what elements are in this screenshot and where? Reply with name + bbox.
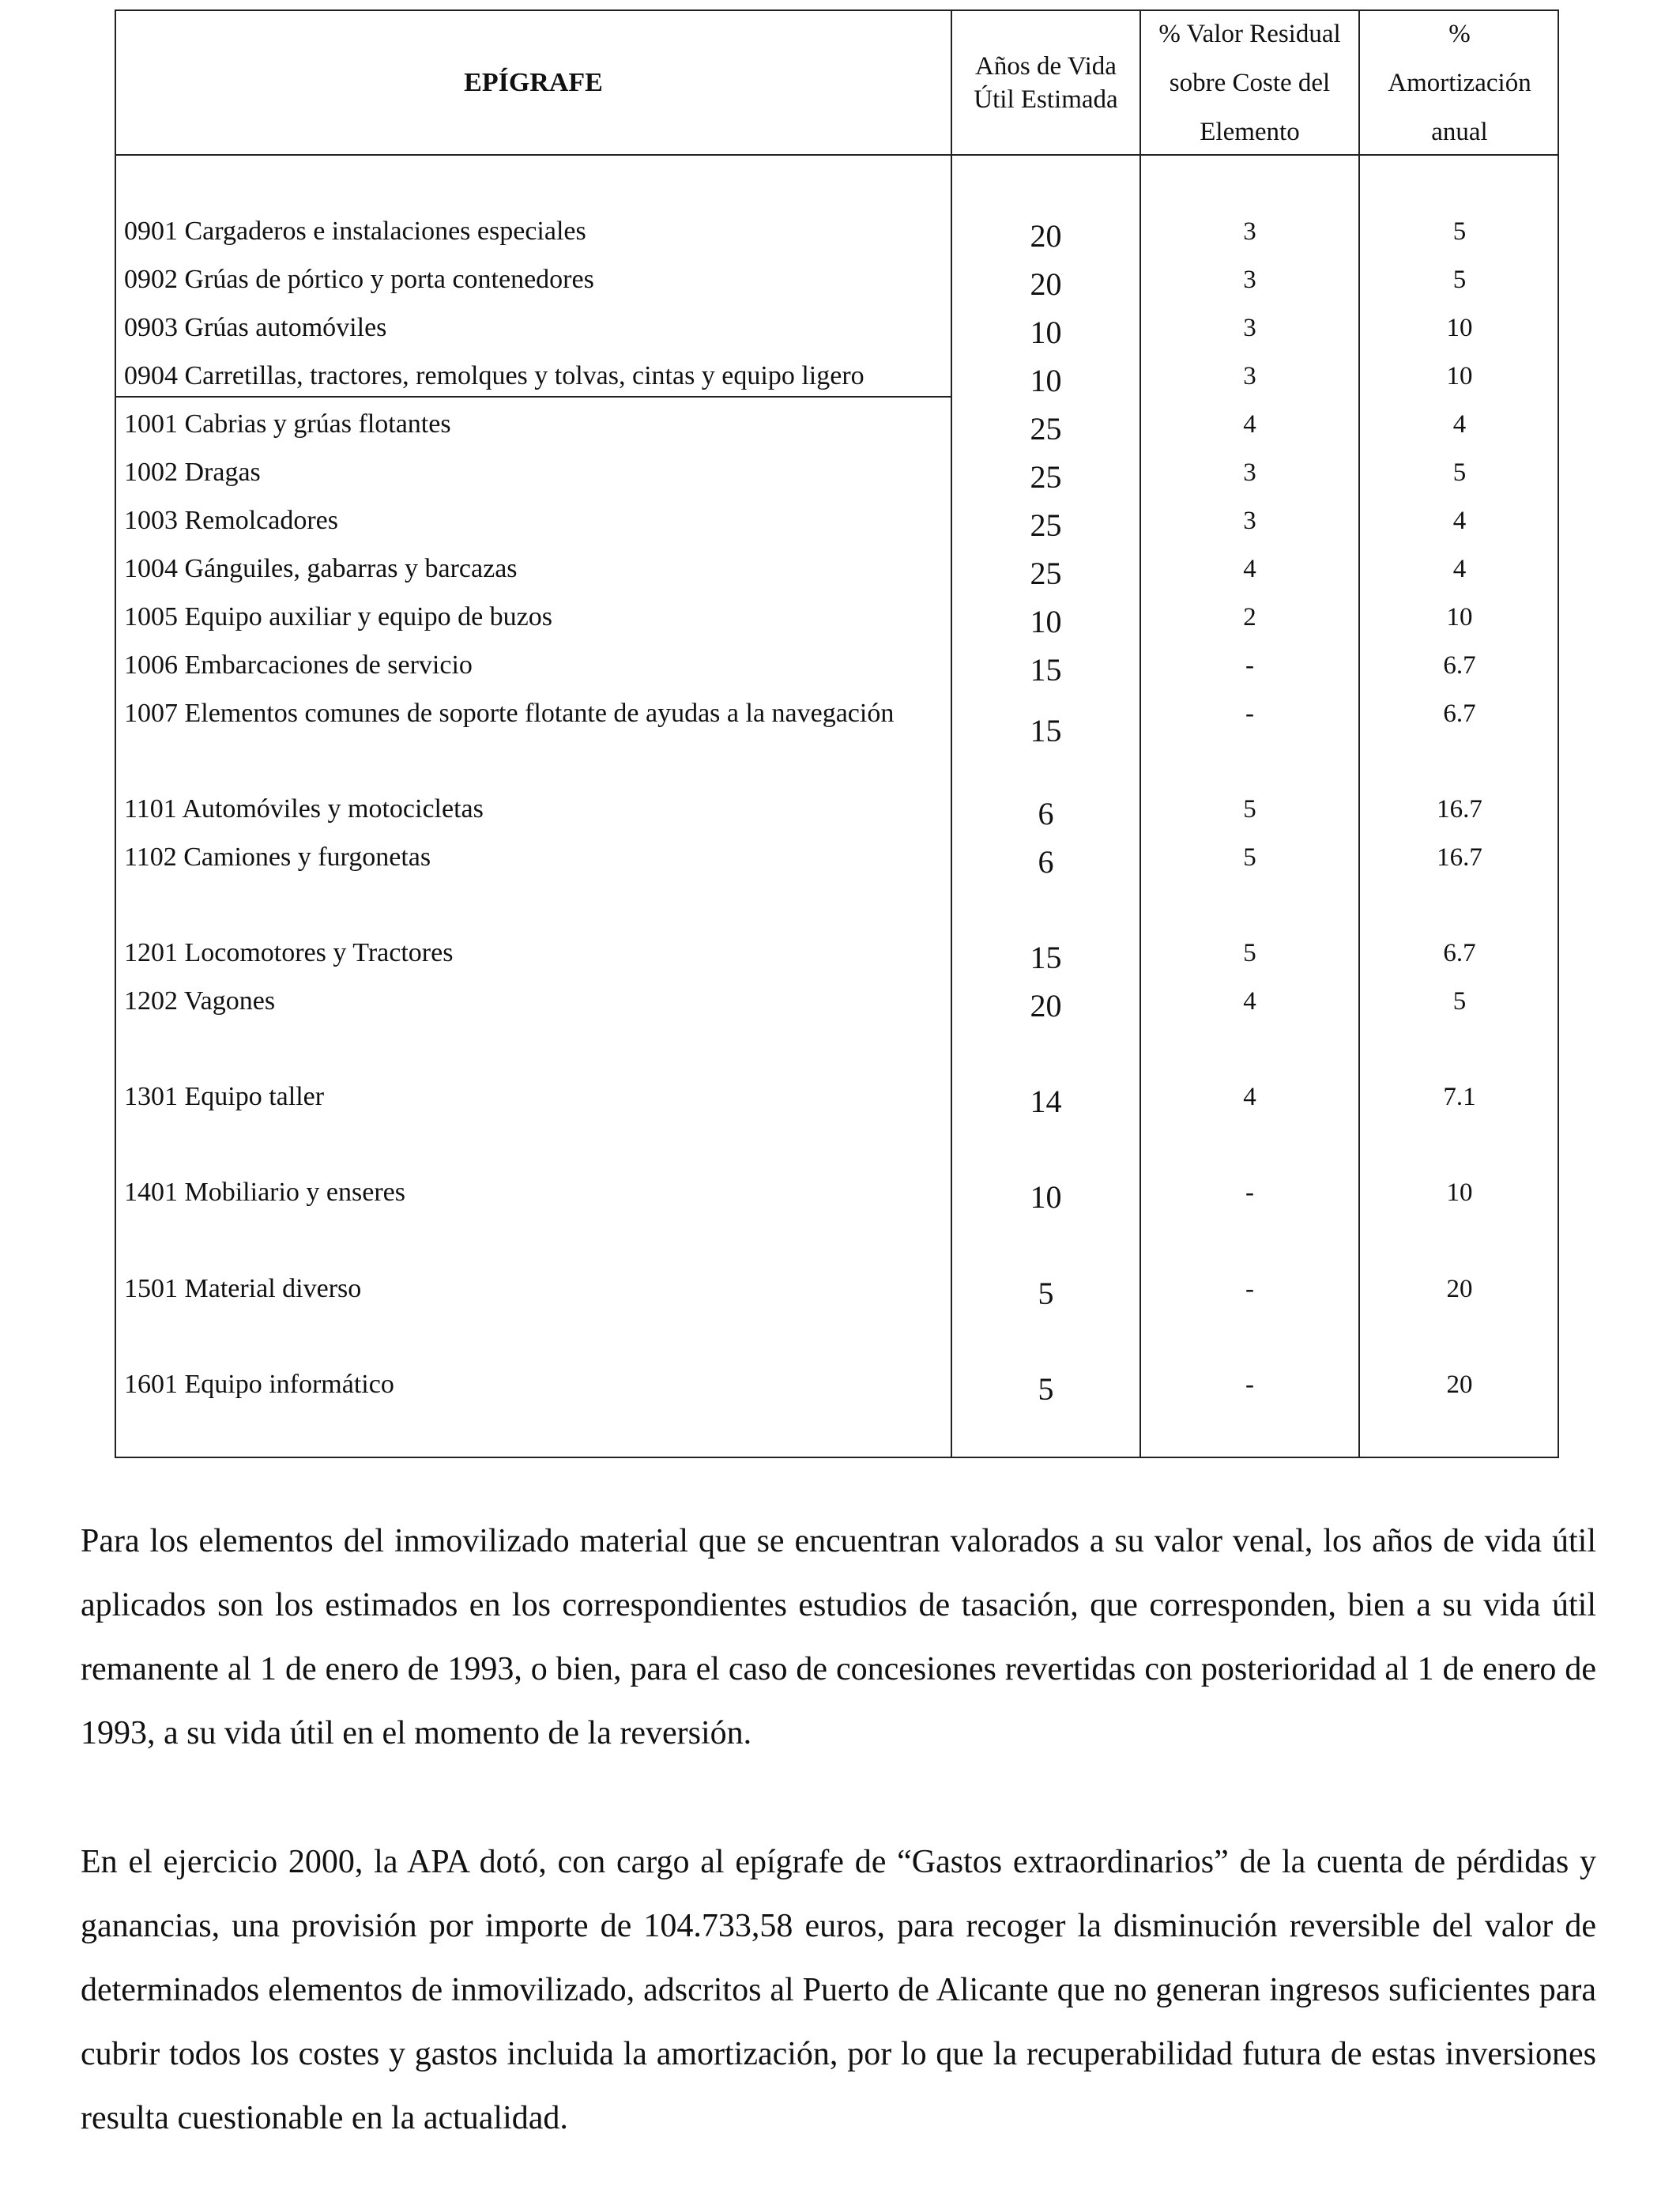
row-amortization: 6.7	[1443, 939, 1476, 967]
row-residual: 4	[1243, 555, 1256, 583]
row-residual: 3	[1243, 266, 1256, 294]
header-residual-line: Elemento	[1200, 117, 1300, 146]
row-name: 1102 Camiones y furgonetas	[124, 843, 431, 872]
row-residual: -	[1245, 1370, 1254, 1399]
row-years: 15	[1030, 940, 1062, 975]
paragraph: Para los elementos del inmovilizado material que se encuentran valorados a su valor venal, los años de vida útil aplicados son los estimados en los correspondientes estudios de tasación, que corresponden, bien a su vida útil remanente al 1 de enero de 1993, o bien, para el caso de concesiones revertidas con posterioridad al 1 de enero de 1993, a su vida útil en el momento de la reversión.	[81, 1523, 1596, 1751]
row-name: 1004 Gánguiles, gabarras y barcazas	[124, 554, 518, 583]
header-amortizacion-line: anual	[1431, 117, 1488, 146]
row-years: 10	[1030, 1179, 1062, 1215]
table-row	[116, 929, 1558, 977]
row-name: 1007 Elementos comunes de soporte flotante de ayudas a la navegación	[124, 699, 895, 728]
row-amortization: 5	[1452, 217, 1467, 246]
header-amortizacion-line: %	[1448, 19, 1471, 48]
row-years: 20	[1030, 266, 1062, 302]
row-name: 1101 Automóviles y motocicletas	[124, 794, 484, 824]
row-years: 25	[1030, 556, 1062, 591]
table-row	[116, 208, 1558, 255]
table-row	[116, 834, 1558, 881]
row-amortization: 16.7	[1437, 843, 1482, 872]
row-name: 1401 Mobiliario y enseres	[124, 1178, 405, 1207]
header-anos	[952, 11, 1139, 154]
row-name: 0902 Grúas de pórtico y porta contenedores	[124, 265, 594, 294]
header-residual-line: % Valor Residual	[1158, 19, 1341, 48]
row-name: 1501 Material diverso	[124, 1274, 362, 1303]
row-years: 14	[1030, 1084, 1062, 1119]
row-amortization: 16.7	[1437, 795, 1482, 824]
row-amortization: 5	[1452, 458, 1467, 487]
row-residual: 3	[1243, 314, 1256, 342]
row-name: 1601 Equipo informático	[124, 1370, 394, 1399]
header-residual	[1141, 11, 1358, 154]
row-name: 0904 Carretillas, tractores, remolques y tolvas, cintas y equipo ligero	[124, 361, 864, 390]
header-amortizacion	[1360, 11, 1559, 154]
row-name: 0901 Cargaderos e instalaciones especiales	[124, 217, 586, 246]
row-residual: 5	[1243, 939, 1256, 967]
row-years: 10	[1030, 315, 1062, 350]
table-row	[116, 1073, 1558, 1121]
row-residual: 4	[1243, 410, 1256, 439]
row-amortization: 4	[1452, 555, 1467, 583]
row-residual: -	[1245, 1275, 1254, 1303]
row-residual: 3	[1243, 217, 1256, 246]
row-amortization: 6.7	[1443, 651, 1476, 680]
table-row	[116, 786, 1558, 833]
row-residual: -	[1245, 651, 1254, 680]
table-row	[116, 1169, 1558, 1216]
header-anos-line: Años de Vida	[975, 51, 1117, 81]
row-residual: 5	[1243, 843, 1256, 872]
row-amortization: 7.1	[1443, 1083, 1476, 1111]
row-amortization: 6.7	[1443, 699, 1476, 728]
table-row	[116, 1265, 1558, 1313]
row-name: 1002 Dragas	[124, 458, 261, 487]
row-amortization: 10	[1446, 1178, 1473, 1207]
row-amortization: 10	[1446, 362, 1473, 390]
row-name: 1005 Equipo auxiliar y equipo de buzos	[124, 602, 553, 631]
row-amortization: 10	[1446, 314, 1473, 342]
header-anos-line: Útil Estimada	[974, 85, 1118, 114]
row-years: 25	[1030, 459, 1062, 495]
row-residual: 4	[1243, 987, 1256, 1016]
row-years: 20	[1030, 988, 1062, 1023]
row-years: 15	[1030, 652, 1062, 688]
table-row	[116, 545, 1558, 593]
row-years: 10	[1030, 363, 1062, 398]
row-residual: 3	[1243, 507, 1256, 535]
table-row	[116, 256, 1558, 303]
row-residual: -	[1245, 1178, 1254, 1207]
row-residual: 2	[1243, 603, 1256, 631]
header-epigrafe	[116, 11, 951, 154]
table-row	[116, 594, 1558, 641]
row-name: 1202 Vagones	[124, 986, 276, 1016]
table-row	[116, 690, 1558, 748]
header-divider	[116, 154, 1558, 156]
table-row	[116, 449, 1558, 496]
row-amortization: 20	[1446, 1275, 1473, 1303]
row-name: 0903 Grúas automóviles	[124, 313, 387, 342]
paragraph: En el ejercicio 2000, la APA dotó, con cargo al epígrafe de “Gastos extraordinarios” de la cuenta de pérdidas y ganancias, una provisión por importe de 104.733,58 euros, para recoger la disminución reversible del valor de determinados elementos de inmovilizado, adscritos al Puerto de Alicante que no generan ingresos suficientes para cubrir todos los costes y gastos incluida la amortización, por lo que la recuperabilidad futura de estas inversiones resulta cuestionable en la actualidad.	[81, 1844, 1596, 2136]
row-years: 15	[1030, 713, 1062, 748]
row-name: 1001 Cabrias y grúas flotantes	[124, 409, 451, 439]
table-row	[116, 497, 1558, 545]
table-row	[116, 978, 1558, 1025]
row-years: 25	[1030, 507, 1062, 543]
table-row	[116, 1361, 1558, 1408]
row-name: 1301 Equipo taller	[124, 1082, 325, 1111]
table-row	[116, 401, 1558, 448]
header-amortizacion-line: Amortización	[1388, 68, 1531, 97]
row-name: 1201 Locomotores y Tractores	[124, 938, 454, 967]
table-row	[116, 352, 1558, 400]
table-row	[116, 304, 1558, 352]
row-years: 5	[1038, 1276, 1054, 1311]
row-years: 5	[1038, 1371, 1054, 1407]
table-row	[116, 642, 1558, 689]
header-residual-line: sobre Coste del	[1169, 68, 1331, 97]
row-amortization: 4	[1452, 410, 1467, 439]
row-residual: 4	[1243, 1083, 1256, 1111]
row-name: 1006 Embarcaciones de servicio	[124, 650, 473, 680]
row-amortization: 20	[1446, 1370, 1473, 1399]
row-years: 20	[1030, 218, 1062, 254]
row-amortization: 5	[1452, 987, 1467, 1016]
row-residual: -	[1245, 699, 1254, 728]
row-residual: 3	[1243, 458, 1256, 487]
header-epigrafe-text: EPÍGRAFE	[464, 67, 603, 97]
row-residual: 3	[1243, 362, 1256, 390]
row-amortization: 4	[1452, 507, 1467, 535]
row-years: 6	[1038, 796, 1054, 831]
row-amortization: 10	[1446, 603, 1473, 631]
row-years: 25	[1030, 411, 1062, 447]
row-residual: 5	[1243, 795, 1256, 824]
row-amortization: 5	[1452, 266, 1467, 294]
row-name: 1003 Remolcadores	[124, 506, 338, 535]
row-years: 6	[1038, 844, 1054, 880]
depreciation-table	[115, 9, 1559, 1458]
row-years: 10	[1030, 604, 1062, 639]
